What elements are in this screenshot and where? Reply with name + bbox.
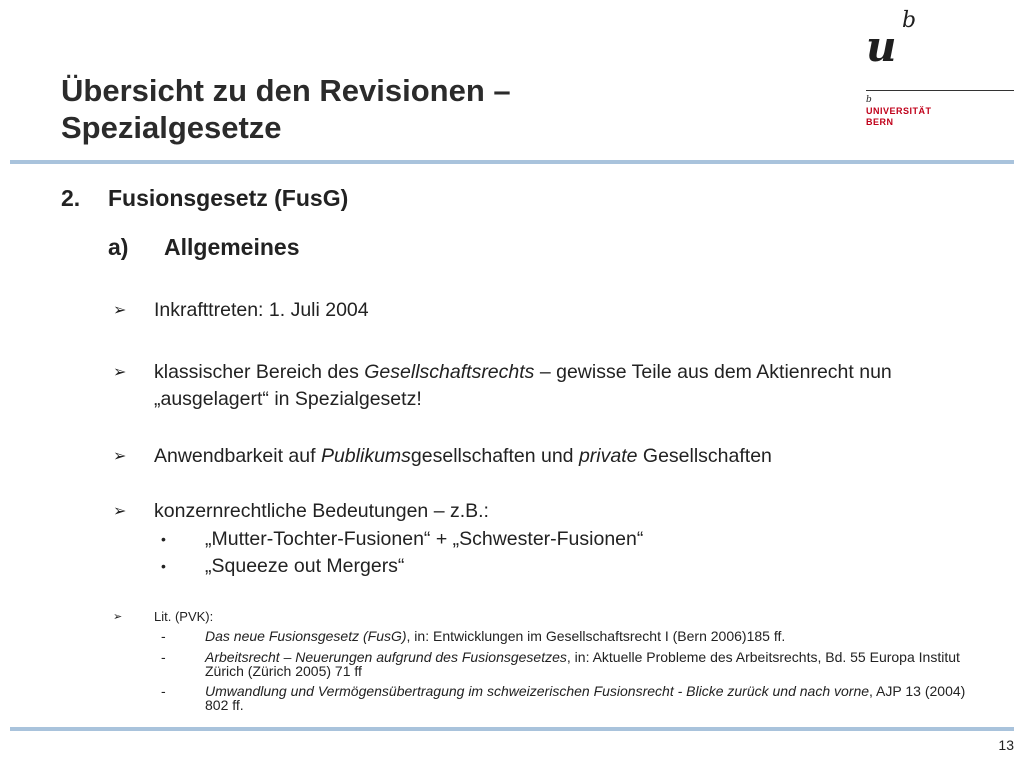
bullet-text-inkrafttreten: Inkrafttreten: 1. Juli 2004 — [154, 299, 369, 321]
section-number: 2. — [61, 185, 81, 211]
subsection-number: a) — [108, 234, 129, 260]
arrow-bullet-icon: ➢ — [113, 503, 127, 520]
slide-title-line-1: Übersicht zu den Revisionen – — [61, 73, 511, 108]
logo-u-mark: u — [866, 22, 897, 71]
dot-bullet-icon: • — [161, 558, 166, 574]
bullet-text-emphasis: Gesellschaftsrechts — [364, 361, 535, 383]
arrow-bullet-icon: ➢ — [113, 448, 127, 465]
header-divider — [10, 160, 1014, 164]
reference-title: Arbeitsrecht – Neuerungen aufgrund des Fusionsgesetzes — [205, 649, 567, 665]
page-number: 13 — [998, 737, 1014, 753]
reference-details: , in: Entwicklungen im Gesellschaftsrecht I (Bern 2006)185 ff. — [406, 628, 786, 644]
logo-bern: BERN — [866, 117, 894, 127]
bullet-text-part: – gewisse Teile aus dem Aktienrecht nun „ausgelagert“ in Spezialgesetz! — [154, 361, 892, 410]
bullet-text-konzernrecht: konzernrechtliche Bedeutungen – z.B.: — [154, 500, 489, 522]
sub-bullet-text-squeeze-out: „Squeeze out Mergers“ — [205, 555, 405, 577]
dash-bullet-icon: - — [161, 649, 166, 665]
bullet-text-emphasis: Publikums — [320, 445, 411, 467]
bullet-text-emphasis: private — [578, 445, 638, 467]
bullet-text-part: Gesellschaften — [637, 445, 772, 467]
bullet-text-part: Anwendbarkeit auf — [154, 445, 321, 467]
reference-text-3 — [205, 684, 985, 712]
reference-text-1 — [205, 629, 985, 643]
reference-title: Das neue Fusionsgesetz (FusG) — [205, 628, 407, 644]
arrow-bullet-icon: ➢ — [113, 302, 127, 319]
bullet-text-part: gesellschaften und — [410, 445, 579, 467]
university-logo — [866, 10, 1014, 130]
arrow-bullet-icon: ➢ — [113, 611, 123, 623]
literature-label: Lit. (PVK): — [154, 609, 214, 624]
sub-bullet-text-fusionen: „Mutter-Tochter-Fusionen“ + „Schwester-Fusionen“ — [205, 528, 644, 550]
slide-title — [61, 72, 511, 146]
bullet-text-gesellschaftsrecht — [154, 359, 954, 413]
logo-small-b: b — [866, 95, 872, 105]
bullet-text-part: klassischer Bereich des — [154, 361, 365, 383]
logo-universitaet: UNIVERSITÄT — [866, 106, 932, 116]
logo-b-superscript: b — [902, 8, 917, 33]
arrow-bullet-icon: ➢ — [113, 364, 127, 381]
reference-title: Umwandlung und Vermögensübertragung im schweizerischen Fusionsrecht - Blicke zurück und nach vorne — [205, 683, 870, 699]
dash-bullet-icon: - — [161, 683, 166, 699]
reference-text-2 — [205, 650, 985, 678]
section-title: Fusionsgesetz (FusG) — [108, 185, 349, 211]
subsection-title: Allgemeines — [164, 234, 300, 260]
footer-divider — [10, 727, 1014, 731]
slide-title-line-2: Spezialgesetze — [61, 110, 282, 145]
reference-details: , AJP 13 (2004) 802 ff. — [205, 683, 966, 713]
bullet-text-anwendbarkeit — [154, 443, 954, 470]
reference-details: , in: Aktuelle Probleme des Arbeitsrechts, Bd. 55 Europa Institut Zürich (Zürich 2005) 71 ff — [205, 649, 960, 679]
dot-bullet-icon: • — [161, 531, 166, 547]
logo-divider — [866, 90, 1014, 91]
dash-bullet-icon: - — [161, 628, 166, 644]
